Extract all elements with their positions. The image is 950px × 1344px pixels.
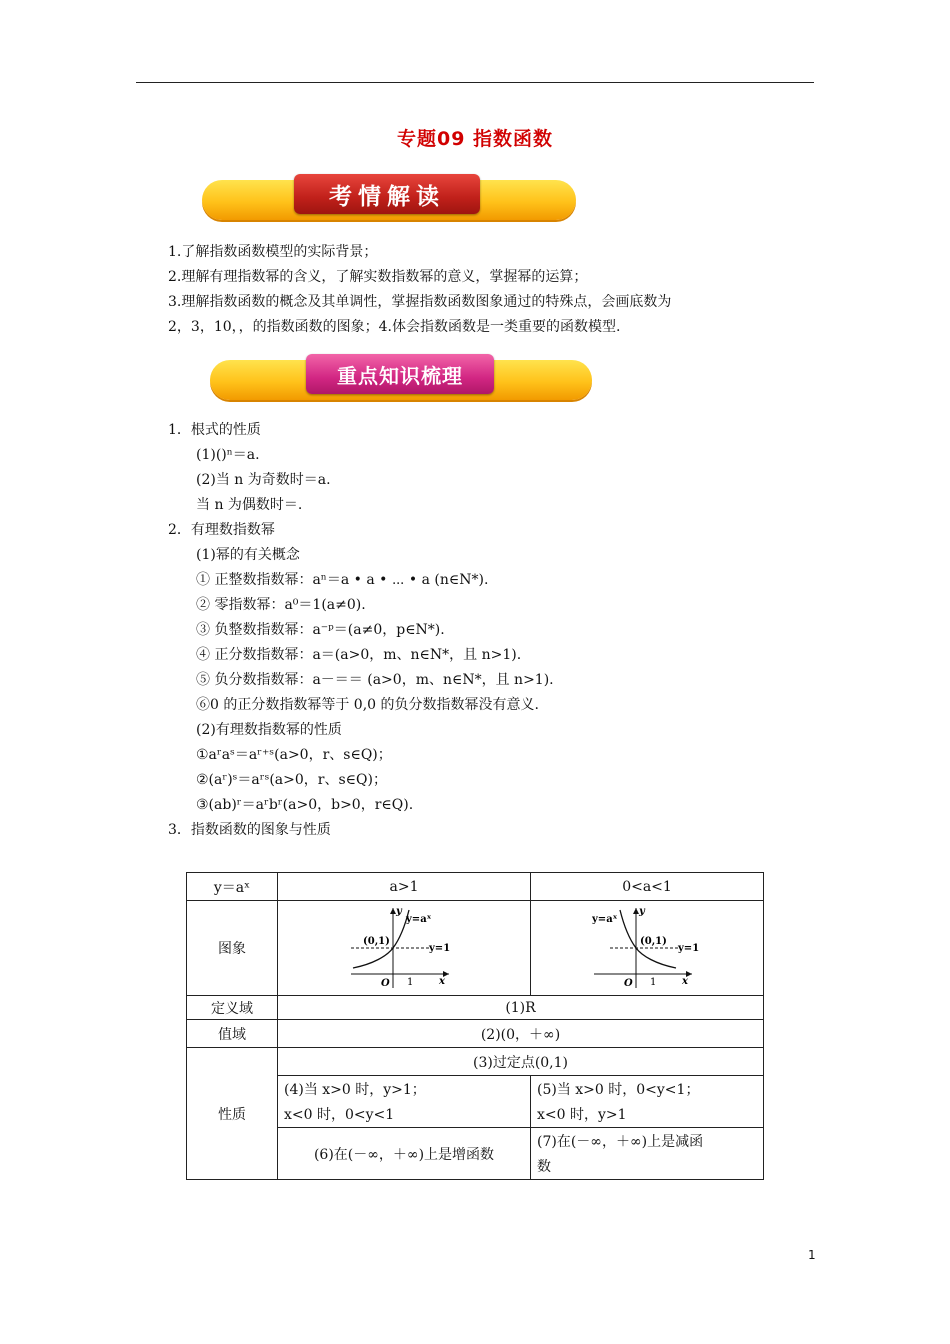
axis-label-y: y [639, 906, 645, 917]
table-header: y＝aˣ [187, 873, 278, 901]
intro-item: 2.理解有理指数幂的含义，了解实数指数幂的意义，掌握幂的运算； [168, 269, 588, 285]
point-line: ③(ab)ʳ＝aʳbʳ(a>0，b>0，r∈Q). [196, 797, 414, 813]
row-label: 值域 [187, 1020, 278, 1048]
section-banner-knowledge [210, 360, 592, 400]
property-fixed-point: (3)过定点(0,1) [278, 1048, 764, 1076]
graph-cell-increasing [278, 901, 531, 996]
banner-label: 重点知识梳理 [306, 354, 494, 394]
property-6: (6)在(－∞，＋∞)上是增函数 [278, 1128, 531, 1180]
axis-label-y: y [396, 906, 402, 917]
point-line: (1)幂的有关概念 [196, 547, 300, 563]
point-heading: 3．指数函数的图象与性质 [168, 822, 331, 838]
point-line: ⑥0 的正分数指数幂等于 0,0 的负分数指数幂没有意义. [196, 697, 539, 713]
property-line: (4)当 x>0 时，y>1； [284, 1082, 426, 1098]
intro-item: 2，3，10，，的指数函数的图象；4.体会指数函数是一类重要的函数模型. [168, 319, 621, 335]
property-line: x<0 时，0<y<1 [284, 1107, 395, 1123]
property-5 [531, 1076, 764, 1128]
point-line: ① 正整数指数幂：aⁿ＝a • a • ⋯ • a (n∈N*). [196, 572, 489, 588]
range-value: (2)(0，＋∞) [278, 1020, 764, 1048]
point-line: (1)()ⁿ＝a. [196, 447, 260, 463]
decreasing-graph [592, 904, 702, 992]
row-label: 图象 [187, 901, 278, 996]
point-heading: 1．根式的性质 [168, 422, 261, 438]
point-line: (2)有理数指数幂的性质 [196, 722, 342, 738]
property-line: (5)当 x>0 时，0<y<1； [537, 1082, 700, 1098]
property-7 [531, 1128, 764, 1180]
curve-label: y=aˣ [406, 914, 432, 925]
property-line: (7)在(－∞，＋∞)上是减函 [537, 1134, 704, 1150]
line-label: y=1 [429, 943, 451, 954]
axis-label-x: x [439, 976, 445, 987]
page-title: 专题09 指数函数 [396, 128, 554, 150]
row-label: 定义域 [187, 996, 278, 1020]
domain-value: (1)R [278, 996, 764, 1020]
exp-function-table [186, 872, 764, 1180]
banner-label: 考情解读 [294, 174, 480, 214]
origin-label: O [381, 978, 390, 989]
point-line: ⑤ 负分数指数幂：a－＝＝ (a>0，m、n∈N*，且 n>1). [196, 672, 554, 688]
increasing-graph [349, 904, 459, 992]
line-label: y=1 [678, 943, 700, 954]
property-line: x<0 时，y>1 [537, 1107, 627, 1123]
section-banner-exam [202, 180, 576, 220]
point-line: ② 零指数幂：a⁰＝1(a≠0). [196, 597, 366, 613]
origin-label: O [624, 978, 633, 989]
point-label: (0,1) [640, 936, 667, 947]
header-rule [136, 82, 814, 83]
point-line: 当 n 为偶数时＝. [196, 497, 303, 513]
row-label: 性质 [187, 1048, 278, 1180]
intro-item: 1.了解指数函数模型的实际背景； [168, 244, 378, 260]
intro-item: 3.理解指数函数的概念及其单调性，掌握指数函数图象通过的特殊点，会画底数为 [168, 294, 672, 310]
point-label: (0,1) [363, 936, 390, 947]
point-line: ①aʳaˢ＝aʳ⁺ˢ(a>0，r、s∈Q)； [196, 747, 392, 763]
property-4 [278, 1076, 531, 1128]
point-line: ④ 正分数指数幂：a＝(a>0，m、n∈N*，且 n>1). [196, 647, 522, 663]
point-heading: 2．有理数指数幂 [168, 522, 275, 538]
tick-label: 1 [650, 977, 657, 988]
graph-cell-decreasing [531, 901, 764, 996]
point-line: (2)当 n 为奇数时＝a. [196, 472, 331, 488]
tick-label: 1 [407, 977, 414, 988]
point-line: ②(aʳ)ˢ＝aʳˢ(a>0，r、s∈Q)； [196, 772, 387, 788]
curve-label: y=aˣ [592, 914, 618, 925]
property-line: 数 [537, 1159, 551, 1175]
table-header: a>1 [278, 873, 531, 901]
point-line: ③ 负整数指数幂：a⁻ᵖ＝(a≠0，p∈N*). [196, 622, 445, 638]
page-number: 1 [808, 1248, 816, 1262]
axis-label-x: x [682, 976, 688, 987]
table-header: 0<a<1 [531, 873, 764, 901]
